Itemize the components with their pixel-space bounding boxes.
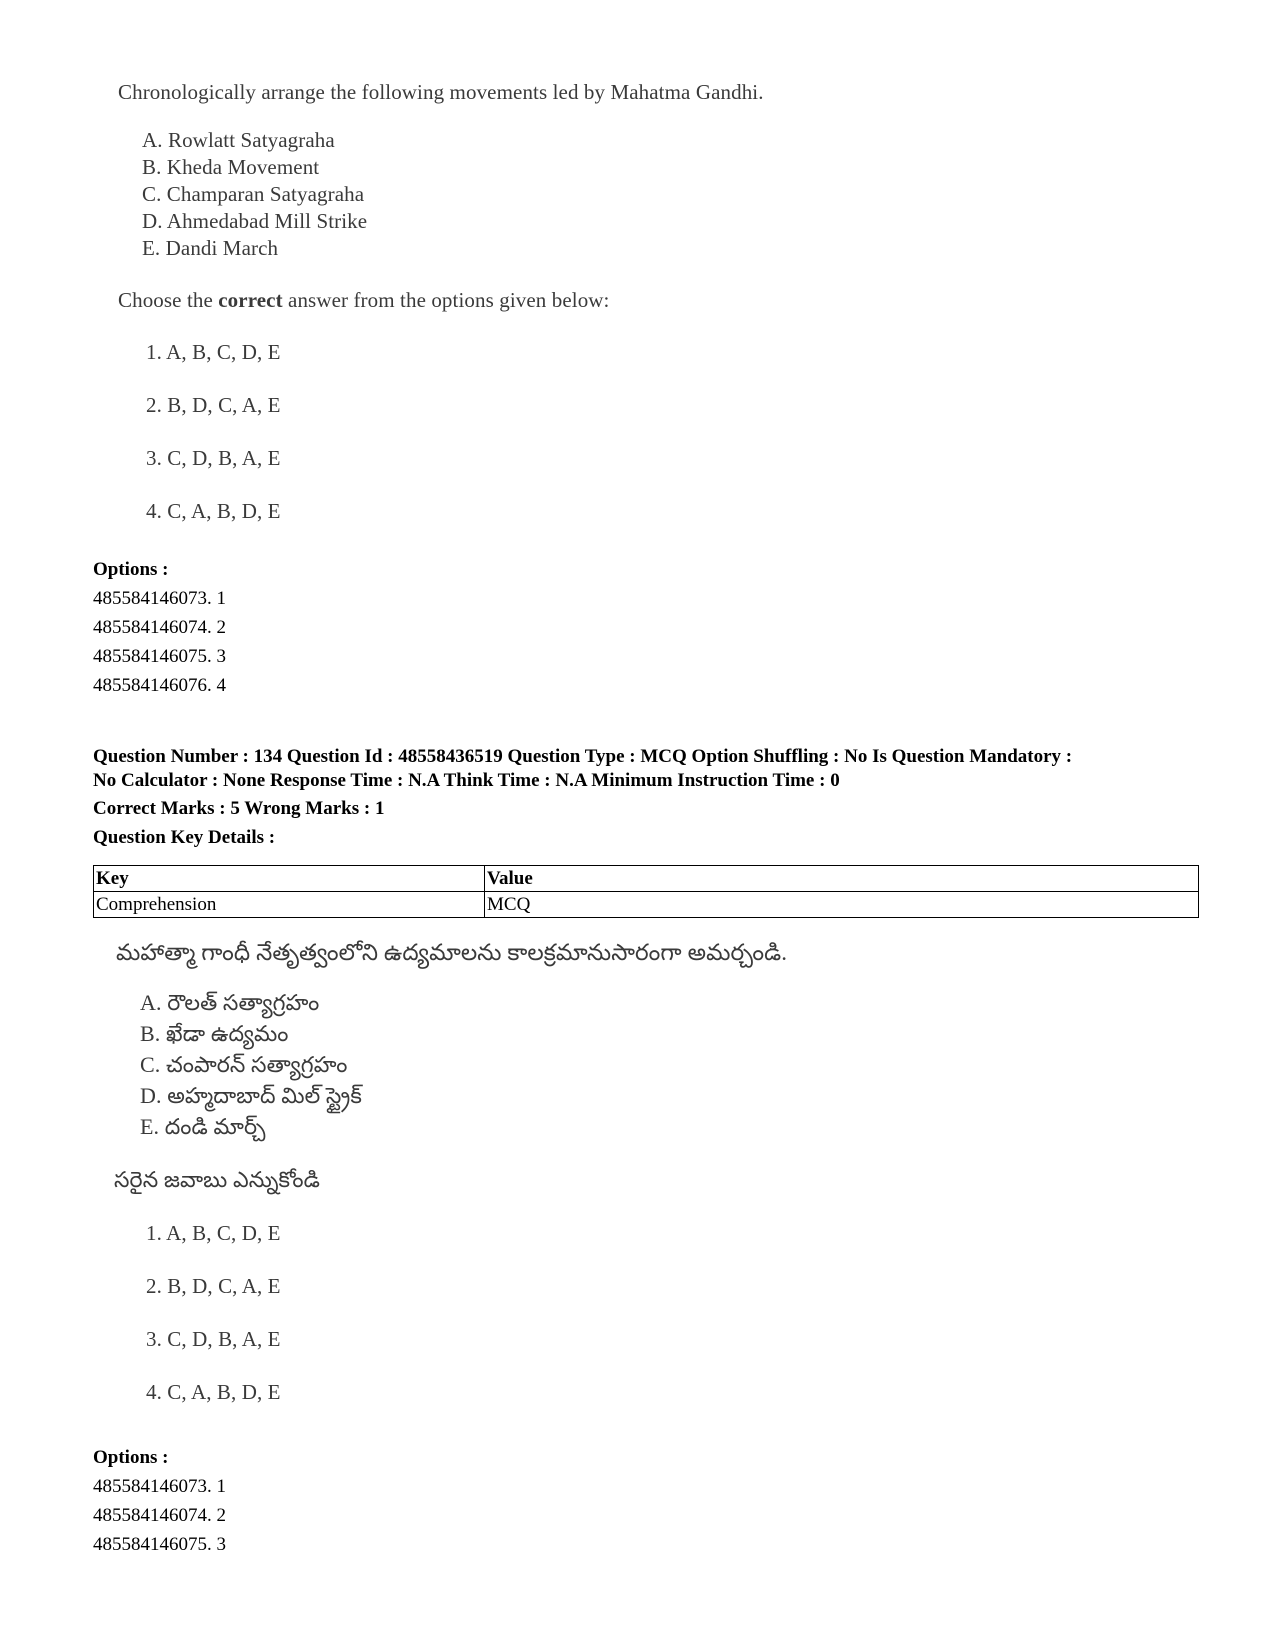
question-item: A. రౌలత్ సత్యాగ్రహం <box>140 990 320 1015</box>
question-item: E. దండి మార్చ్ <box>140 1114 266 1139</box>
question-item: B. ఖేడా ఉద్యమం <box>140 1021 289 1046</box>
key-details-table <box>93 865 1199 918</box>
question-stem: Chronologically arrange the following movements led by Mahatma Gandhi. <box>118 80 764 104</box>
key-details-label: Question Key Details : <box>93 827 276 848</box>
option-id: 485584146073. 1 <box>93 1476 226 1497</box>
answer-choice: 4. C, A, B, D, E <box>146 1380 281 1404</box>
question-item: D. Ahmedabad Mill Strike <box>142 209 368 233</box>
question-item: B. Kheda Movement <box>142 155 320 179</box>
table-header-cell: Value <box>485 866 1199 892</box>
option-id: 485584146074. 2 <box>93 1505 226 1526</box>
answer-choice: 2. B, D, C, A, E <box>146 1274 281 1298</box>
question-item: A. Rowlatt Satyagraha <box>142 128 335 152</box>
question-meta-line: Question Number : 134 Question Id : 48558436519 Question Type : MCQ Option Shuffling : No Is Question Mandatory : <box>93 746 1073 767</box>
answer-choice: 1. A, B, C, D, E <box>146 340 281 364</box>
question-stem: మహాత్మా గాంధీ నేతృత్వంలోని ఉద్యమాలను కాలక్రమానుసారంగా అమర్చండి. <box>116 940 788 965</box>
choose-instruction: Choose the correct answer from the options given below: <box>118 288 610 312</box>
option-id: 485584146076. 4 <box>93 675 226 696</box>
table-cell: MCQ <box>485 892 1199 918</box>
choose-instruction: సరైన జవాబు ఎన్నుకోండి <box>114 1167 321 1192</box>
answer-choice: 3. C, D, B, A, E <box>146 446 281 470</box>
question-item: C. చంపారన్ సత్యాగ్రహం <box>140 1052 348 1077</box>
option-id: 485584146073. 1 <box>93 588 226 609</box>
option-id: 485584146075. 3 <box>93 1534 226 1555</box>
question-item: D. అహ్మదాబాద్ మిల్ స్ట్రైక్ <box>140 1083 362 1108</box>
option-id: 485584146075. 3 <box>93 646 226 667</box>
answer-choice: 4. C, A, B, D, E <box>146 499 281 523</box>
question-item: C. Champaran Satyagraha <box>142 182 365 206</box>
options-label: Options : <box>93 559 169 580</box>
answer-choice: 1. A, B, C, D, E <box>146 1221 281 1245</box>
question-meta-line: No Calculator : None Response Time : N.A Think Time : N.A Minimum Instruction Time : 0 <box>93 770 840 791</box>
table-header-cell: Key <box>94 866 485 892</box>
question-item: E. Dandi March <box>142 236 279 260</box>
options-label: Options : <box>93 1447 169 1468</box>
marks-line: Correct Marks : 5 Wrong Marks : 1 <box>93 798 385 819</box>
answer-choice: 2. B, D, C, A, E <box>146 393 281 417</box>
option-id: 485584146074. 2 <box>93 617 226 638</box>
table-cell: Comprehension <box>94 892 485 918</box>
table-row <box>94 892 1199 918</box>
answer-choice: 3. C, D, B, A, E <box>146 1327 281 1351</box>
table-header-row <box>94 866 1199 892</box>
